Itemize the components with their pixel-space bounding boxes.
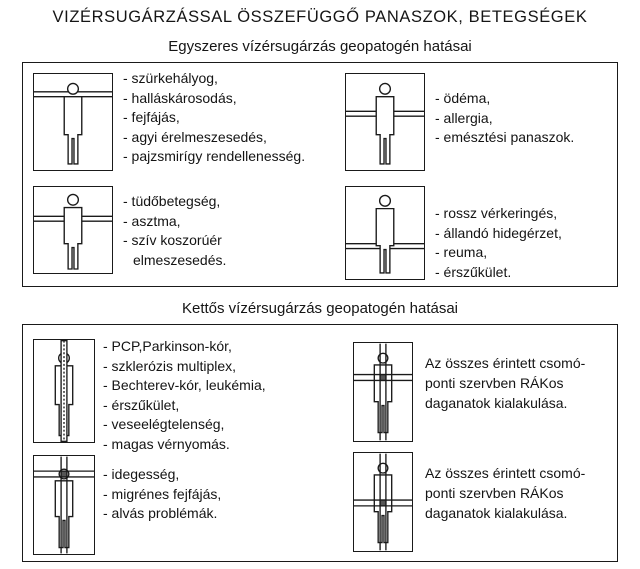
text-line: daganatok kialakulása.: [425, 395, 568, 411]
text-line: ponti szervben RÁKos: [425, 375, 564, 391]
person-icon: [346, 74, 424, 170]
list-item: - érszűkület,: [103, 396, 180, 413]
figure-vertical-band: [33, 339, 95, 443]
list-item: - szklerózis multiplex,: [103, 357, 237, 374]
list-item: - ödéma,: [435, 90, 491, 106]
list-item: - agyi érelmeszesedés,: [123, 128, 267, 145]
single-radiation-panel: [22, 62, 618, 287]
list-item: - pajzsmirígy rendellenesség.: [123, 148, 306, 164]
list-item: - veseelégtelenség,: [103, 416, 225, 432]
list-item: elmeszesedés.: [133, 251, 227, 268]
list-item: - alvás problémák.: [103, 505, 218, 521]
list-item: - magas vérnyomás.: [103, 435, 230, 452]
list-item: - fejfájás,: [123, 109, 180, 125]
person-icon: [34, 187, 112, 273]
list-item: - migrénes fejfájás,: [103, 485, 222, 502]
figure-cross-band-abdomen: [353, 342, 413, 442]
figure-cross-band-head: [33, 455, 95, 555]
figure-abdomen-band: [345, 73, 425, 171]
text-line: Az összes érintett csomó-: [425, 355, 586, 371]
list-item: - asztma,: [123, 212, 181, 229]
figure-leg-band: [345, 186, 425, 280]
text-line: daganatok kialakulása.: [425, 505, 568, 521]
list-item: - idegesség,: [103, 466, 180, 482]
list-item: - szív koszorúér: [123, 232, 222, 248]
page-title: VIZÉRSUGÁRZÁSSAL ÖSSZEFÜGGŐ PANASZOK, BETEGSÉGEK: [52, 8, 588, 26]
text-line: Az összes érintett csomó-: [425, 465, 586, 481]
figure-head-band: [33, 73, 113, 171]
list-item: - érszűkület.: [435, 263, 512, 280]
list-item: - PCP,Parkinson-kór,: [103, 338, 232, 354]
list-item: - tüdőbetegség,: [123, 193, 221, 209]
list-item: - rossz vérkeringés,: [435, 205, 558, 221]
list-item: - állandó hidegérzet,: [435, 224, 562, 241]
list-item: - szürkehályog,: [123, 70, 218, 86]
single-radiation-heading: Egyszeres vízérsugárzás geopatogén hatásai: [168, 38, 472, 55]
person-icon: [34, 74, 112, 170]
list-item: - reuma,: [435, 244, 488, 260]
double-radiation-heading: Kettős vízérsugárzás geopatogén hatásai: [181, 300, 458, 317]
person-icon: [354, 343, 412, 441]
list-item: - halláskárosodás,: [123, 89, 237, 106]
person-icon: [354, 453, 412, 551]
figure-chest-band: [33, 186, 113, 274]
double-radiation-panel: [22, 324, 618, 562]
list-item: - emésztési panaszok.: [435, 129, 575, 145]
person-icon: [346, 187, 424, 279]
list-item: - Bechterev-kór, leukémia,: [103, 377, 266, 393]
person-icon: [34, 340, 94, 442]
list-item: - allergia,: [435, 109, 493, 126]
text-line: ponti szervben RÁKos: [425, 485, 564, 501]
person-icon: [34, 456, 94, 554]
figure-cross-band-pelvis: [353, 452, 413, 552]
